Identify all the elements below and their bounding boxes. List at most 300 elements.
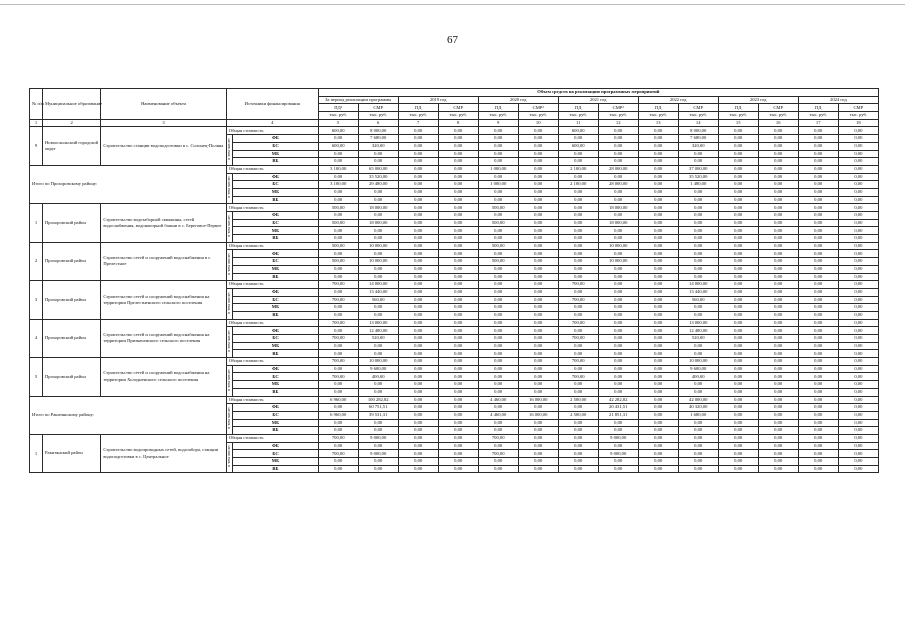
total-cell: 9 000,00 (358, 434, 398, 442)
total-cell: 0,00 (638, 165, 678, 173)
value-cell: 0,00 (358, 273, 398, 281)
value-cell: 0,00 (398, 173, 438, 181)
object-name: Строительство сетей и сооружений водоснабжения на территории Прелестненского сельского поселения (101, 281, 226, 319)
total-cell: 0,00 (718, 396, 758, 404)
value-cell: 0,00 (758, 142, 798, 150)
table-body (30, 127, 879, 473)
header-unit: тыс. руб. (718, 112, 758, 120)
value-cell: 0,00 (798, 188, 838, 196)
value-cell: 0,00 (318, 311, 358, 319)
value-cell: 0,00 (798, 342, 838, 350)
total-cost-label: Общая стоимость (226, 242, 318, 250)
value-cell: 0,00 (838, 258, 878, 266)
value-cell: 0,00 (798, 327, 838, 335)
row-number: 4 (30, 319, 43, 357)
value-cell: 60 751,51 (358, 404, 398, 412)
source-code: МБ (233, 265, 318, 273)
value-cell: 0,00 (558, 350, 598, 358)
value-cell: 0,00 (798, 458, 838, 466)
value-cell: 0,00 (798, 442, 838, 450)
value-cell: 35 520,00 (678, 173, 718, 181)
value-cell: 0,00 (398, 219, 438, 227)
table-row (30, 358, 879, 366)
value-cell: 2 100,00 (558, 181, 598, 189)
value-cell: 0,00 (398, 304, 438, 312)
incl-label-cell (226, 135, 232, 166)
value-cell: 0,00 (558, 465, 598, 473)
value-cell: 0,00 (478, 388, 518, 396)
value-cell: 0,00 (358, 342, 398, 350)
value-cell: 0,00 (718, 196, 758, 204)
value-cell: 0,00 (318, 381, 358, 389)
value-cell: 0,00 (638, 196, 678, 204)
total-cell: 0,00 (438, 319, 478, 327)
value-cell: 0,00 (518, 158, 558, 166)
value-cell: 7 680,00 (678, 135, 718, 143)
total-cell: 0,00 (518, 165, 558, 173)
value-cell: 0,00 (798, 273, 838, 281)
total-cell: 0,00 (718, 281, 758, 289)
value-cell: 0,00 (758, 250, 798, 258)
value-cell: 0,00 (718, 273, 758, 281)
value-cell: 0,00 (558, 227, 598, 235)
value-cell: 0,00 (518, 350, 558, 358)
value-cell: 0,00 (798, 381, 838, 389)
header-unit: тыс. руб. (558, 112, 598, 120)
value-cell: 0,00 (358, 419, 398, 427)
total-cell: 0,00 (838, 204, 878, 212)
value-cell: 0,00 (438, 273, 478, 281)
value-cell: 0,00 (838, 181, 878, 189)
value-cell: 0,00 (518, 419, 558, 427)
value-cell: 0,00 (358, 311, 398, 319)
column-number: 6 (358, 119, 398, 127)
total-cell: 0,00 (798, 127, 838, 135)
value-cell: 0,00 (838, 411, 878, 419)
value-cell: 0,00 (798, 235, 838, 243)
value-cell: 0,00 (398, 150, 438, 158)
column-number: 18 (838, 119, 878, 127)
header-sub: ПД (638, 104, 678, 112)
value-cell: 0,00 (798, 388, 838, 396)
total-cell: 0,00 (678, 242, 718, 250)
source-code: ФБ (233, 404, 318, 412)
value-cell: 0,00 (398, 311, 438, 319)
value-cell: 0,00 (598, 373, 638, 381)
total-cell: 0,00 (718, 358, 758, 366)
value-cell: 0,00 (638, 442, 678, 450)
value-cell: 0,00 (358, 304, 398, 312)
value-cell: 18 000,00 (358, 219, 398, 227)
value-cell: 6 960,00 (318, 411, 358, 419)
value-cell: 0,00 (718, 442, 758, 450)
object-name: Строительство водозаборной скважины, сетей водоснабжения, водонапорной башни в с. Береговое-Первое (101, 204, 226, 242)
total-cell: 0,00 (518, 127, 558, 135)
total-cell: 700,00 (318, 358, 358, 366)
value-cell: 0,00 (518, 150, 558, 158)
value-cell: 0,00 (718, 458, 758, 466)
value-cell: 0,00 (798, 350, 838, 358)
value-cell: 0,00 (438, 250, 478, 258)
header-unit: тыс. руб. (478, 112, 518, 120)
value-cell: 0,00 (718, 158, 758, 166)
value-cell: 0,00 (758, 419, 798, 427)
value-cell: 0,00 (318, 265, 358, 273)
value-cell: 0,00 (598, 250, 638, 258)
value-cell: 0,00 (798, 296, 838, 304)
value-cell: 0,00 (438, 196, 478, 204)
value-cell: 0,00 (638, 304, 678, 312)
value-cell: 0,00 (558, 327, 598, 335)
value-cell: 0,00 (518, 250, 558, 258)
value-cell: 0,00 (438, 235, 478, 243)
value-cell: 0,00 (398, 365, 438, 373)
row-number: 9 (30, 127, 43, 165)
column-number: 16 (758, 119, 798, 127)
value-cell: 0,00 (718, 173, 758, 181)
value-cell: 0,00 (558, 173, 598, 181)
total-cell: 0,00 (518, 242, 558, 250)
value-cell: 0,00 (558, 288, 598, 296)
column-number: 13 (638, 119, 678, 127)
source-code: БС (233, 373, 318, 381)
value-cell: 0,00 (598, 158, 638, 166)
value-cell: 0,00 (318, 196, 358, 204)
source-code: ФБ (233, 250, 318, 258)
total-cell: 13 000,00 (358, 319, 398, 327)
total-cell: 0,00 (798, 434, 838, 442)
value-cell: 0,00 (638, 458, 678, 466)
value-cell: 0,00 (798, 304, 838, 312)
header-sub: СМР (438, 104, 478, 112)
value-cell: 0,00 (718, 450, 758, 458)
value-cell: 0,00 (318, 158, 358, 166)
value-cell: 0,00 (678, 427, 718, 435)
value-cell: 0,00 (798, 135, 838, 143)
header-unit: тыс. руб. (358, 112, 398, 120)
total-cell: 4 460,00 (478, 396, 518, 404)
table-row (30, 396, 879, 404)
table-row (30, 204, 879, 212)
value-cell: 0,00 (438, 212, 478, 220)
value-cell: 0,00 (398, 265, 438, 273)
total-cell: 700,00 (558, 319, 598, 327)
total-cell: 0,00 (398, 319, 438, 327)
total-cell: 0,00 (398, 204, 438, 212)
value-cell: 0,00 (678, 450, 718, 458)
value-cell: 0,00 (758, 296, 798, 304)
total-cell: 8 000,00 (678, 127, 718, 135)
value-cell: 500,00 (318, 219, 358, 227)
value-cell: 0,00 (358, 250, 398, 258)
value-cell: 0,00 (638, 250, 678, 258)
value-cell: 0,00 (638, 135, 678, 143)
value-cell: 0,00 (438, 381, 478, 389)
incl-label: в том числе: (226, 445, 232, 468)
value-cell: 0,00 (398, 250, 438, 258)
total-cell: 10 000,00 (678, 358, 718, 366)
value-cell: 0,00 (758, 196, 798, 204)
value-cell: 700,00 (318, 296, 358, 304)
value-cell: 0,00 (758, 235, 798, 243)
incl-label-cell (226, 288, 232, 319)
total-cell: 0,00 (398, 242, 438, 250)
total-cell: 0,00 (638, 358, 678, 366)
municipality-name: Ракитянский район (42, 434, 100, 472)
value-cell: 0,00 (638, 327, 678, 335)
total-cell: 0,00 (398, 396, 438, 404)
header-unit: тыс. руб. (838, 112, 878, 120)
header-year: 2020 год (478, 96, 558, 104)
source-code: БС (233, 181, 318, 189)
value-cell: 0,00 (638, 373, 678, 381)
value-cell: 0,00 (718, 188, 758, 196)
value-cell: 0,00 (558, 265, 598, 273)
value-cell: 0,00 (638, 273, 678, 281)
value-cell: 0,00 (718, 288, 758, 296)
value-cell: 9 000,00 (598, 450, 638, 458)
value-cell: 700,00 (318, 450, 358, 458)
value-cell: 0,00 (398, 196, 438, 204)
column-number: 11 (558, 119, 598, 127)
header-sub: ПД¹ (318, 104, 358, 112)
value-cell: 0,00 (798, 419, 838, 427)
value-cell: 0,00 (438, 419, 478, 427)
value-cell: 21 851,31 (598, 411, 638, 419)
total-cell: 500,00 (318, 242, 358, 250)
total-cell: 0,00 (798, 242, 838, 250)
value-cell: 0,00 (358, 235, 398, 243)
total-cell: 0,00 (558, 204, 598, 212)
value-cell: 0,00 (438, 442, 478, 450)
value-cell: 0,00 (518, 442, 558, 450)
header-unit: тыс. руб. (318, 112, 358, 120)
value-cell: 0,00 (438, 258, 478, 266)
column-number: 5 (318, 119, 358, 127)
value-cell: 0,00 (718, 373, 758, 381)
value-cell: 0,00 (518, 311, 558, 319)
value-cell: 0,00 (398, 350, 438, 358)
value-cell: 0,00 (398, 411, 438, 419)
value-cell: 0,00 (398, 258, 438, 266)
value-cell: 0,00 (518, 388, 558, 396)
value-cell: 0,00 (558, 450, 598, 458)
value-cell: 0,00 (758, 388, 798, 396)
value-cell: 0,00 (558, 419, 598, 427)
total-cell: 37 000,00 (678, 165, 718, 173)
column-number: 2 (42, 119, 100, 127)
value-cell: 0,00 (678, 465, 718, 473)
value-cell: 0,00 (398, 181, 438, 189)
value-cell: 500,00 (318, 258, 358, 266)
source-code: ФБ (233, 442, 318, 450)
value-cell: 0,00 (798, 250, 838, 258)
total-cost-label: Общая стоимость (226, 319, 318, 327)
value-cell: 700,00 (318, 373, 358, 381)
value-cell: 0,00 (478, 173, 518, 181)
value-cell: 0,00 (718, 219, 758, 227)
value-cell: 0,00 (838, 419, 878, 427)
total-cell: 16 000,00 (518, 396, 558, 404)
value-cell: 0,00 (798, 311, 838, 319)
value-cell: 0,00 (358, 381, 398, 389)
value-cell: 0,00 (598, 419, 638, 427)
value-cell: 0,00 (438, 388, 478, 396)
source-code: МБ (233, 150, 318, 158)
value-cell: 0,00 (478, 212, 518, 220)
value-cell: 0,00 (598, 142, 638, 150)
value-cell: 0,00 (478, 327, 518, 335)
value-cell: 0,00 (838, 465, 878, 473)
source-code: ВБ (233, 235, 318, 243)
value-cell: 0,00 (718, 181, 758, 189)
header-year: 2024 год (798, 96, 878, 104)
table-row (30, 165, 879, 173)
value-cell: 10 000,00 (358, 258, 398, 266)
value-cell: 0,00 (838, 265, 878, 273)
summary-label: Итого по Ракитянскому району: (30, 396, 227, 434)
total-cell: 0,00 (718, 319, 758, 327)
value-cell: 0,00 (838, 304, 878, 312)
value-cell: 0,00 (758, 304, 798, 312)
value-cell: 0,00 (758, 258, 798, 266)
total-cell: 0,00 (718, 434, 758, 442)
total-cell: 0,00 (478, 127, 518, 135)
total-cell: 0,00 (678, 434, 718, 442)
total-cell: 0,00 (478, 281, 518, 289)
value-cell: 0,00 (558, 212, 598, 220)
value-cell: 0,00 (518, 296, 558, 304)
value-cell: 0,00 (838, 288, 878, 296)
value-cell: 0,00 (518, 135, 558, 143)
value-cell: 0,00 (438, 158, 478, 166)
value-cell: 0,00 (478, 458, 518, 466)
column-number: 14 (678, 119, 718, 127)
value-cell: 0,00 (358, 196, 398, 204)
value-cell: 0,00 (598, 135, 638, 143)
incl-label-cell (226, 212, 232, 243)
total-cost-label: Общая стоимость (226, 127, 318, 135)
header-unit: тыс. руб. (638, 112, 678, 120)
table-row (30, 127, 879, 135)
total-cell: 0,00 (838, 242, 878, 250)
value-cell: 400,00 (358, 373, 398, 381)
value-cell: 520,00 (358, 335, 398, 343)
value-cell: 0,00 (518, 365, 558, 373)
value-cell: 0,00 (638, 311, 678, 319)
value-cell: 0,00 (478, 250, 518, 258)
value-cell: 600,00 (558, 142, 598, 150)
total-cell: 700,00 (478, 434, 518, 442)
value-cell: 12 480,00 (678, 327, 718, 335)
value-cell: 0,00 (438, 296, 478, 304)
header-unit: тыс. руб. (398, 112, 438, 120)
row-number: 2 (30, 242, 43, 280)
total-cell: 28 000,00 (598, 165, 638, 173)
value-cell: 0,00 (798, 227, 838, 235)
value-cell: 0,00 (678, 258, 718, 266)
value-cell: 0,00 (518, 381, 558, 389)
source-code: ВБ (233, 350, 318, 358)
value-cell: 35 520,00 (358, 173, 398, 181)
total-cell: 0,00 (678, 204, 718, 212)
value-cell: 0,00 (758, 381, 798, 389)
value-cell: 0,00 (518, 373, 558, 381)
value-cell: 0,00 (318, 365, 358, 373)
value-cell: 0,00 (678, 227, 718, 235)
value-cell: 7 680,00 (358, 135, 398, 143)
total-cell: 0,00 (838, 396, 878, 404)
value-cell: 0,00 (318, 442, 358, 450)
value-cell: 0,00 (798, 181, 838, 189)
value-cell: 0,00 (758, 411, 798, 419)
column-number: 8 (438, 119, 478, 127)
value-cell: 0,00 (638, 142, 678, 150)
value-cell: 0,00 (678, 419, 718, 427)
value-cell: 0,00 (598, 327, 638, 335)
value-cell: 0,00 (798, 212, 838, 220)
header-no: № п/п (30, 89, 43, 120)
value-cell: 0,00 (798, 196, 838, 204)
value-cell: 0,00 (758, 465, 798, 473)
value-cell: 0,00 (318, 342, 358, 350)
incl-label: в том числе: (226, 291, 232, 314)
value-cell: 0,00 (438, 265, 478, 273)
header-sub: ПД (478, 104, 518, 112)
value-cell: 320,00 (358, 142, 398, 150)
total-cell: 65 000,00 (358, 165, 398, 173)
header-sub: СМР (678, 104, 718, 112)
value-cell: 0,00 (798, 150, 838, 158)
value-cell: 0,00 (638, 404, 678, 412)
value-cell: 0,00 (598, 350, 638, 358)
value-cell: 0,00 (398, 188, 438, 196)
value-cell: 0,00 (678, 265, 718, 273)
value-cell: 0,00 (838, 235, 878, 243)
total-cell: 42 282,82 (598, 396, 638, 404)
total-cell: 0,00 (758, 434, 798, 442)
incl-label: в том числе: (226, 214, 232, 237)
value-cell: 0,00 (758, 173, 798, 181)
value-cell: 0,00 (318, 235, 358, 243)
scan-edge-top (0, 4, 905, 5)
total-cell: 10 000,00 (598, 242, 638, 250)
value-cell: 0,00 (438, 288, 478, 296)
value-cell: 0,00 (838, 135, 878, 143)
value-cell: 700,00 (558, 296, 598, 304)
total-cell: 0,00 (838, 434, 878, 442)
value-cell: 0,00 (718, 411, 758, 419)
value-cell: 0,00 (678, 235, 718, 243)
value-cell: 320,00 (678, 142, 718, 150)
value-cell: 0,00 (478, 142, 518, 150)
source-code: МБ (233, 342, 318, 350)
value-cell: 0,00 (478, 273, 518, 281)
value-cell: 0,00 (478, 427, 518, 435)
value-cell: 0,00 (838, 142, 878, 150)
value-cell: 0,00 (718, 135, 758, 143)
value-cell: 0,00 (718, 419, 758, 427)
value-cell: 0,00 (518, 196, 558, 204)
table-row (30, 319, 879, 327)
value-cell: 0,00 (518, 235, 558, 243)
value-cell: 0,00 (558, 304, 598, 312)
value-cell: 0,00 (598, 212, 638, 220)
value-cell: 0,00 (718, 212, 758, 220)
value-cell: 0,00 (478, 350, 518, 358)
total-cell: 0,00 (758, 127, 798, 135)
value-cell: 0,00 (598, 458, 638, 466)
